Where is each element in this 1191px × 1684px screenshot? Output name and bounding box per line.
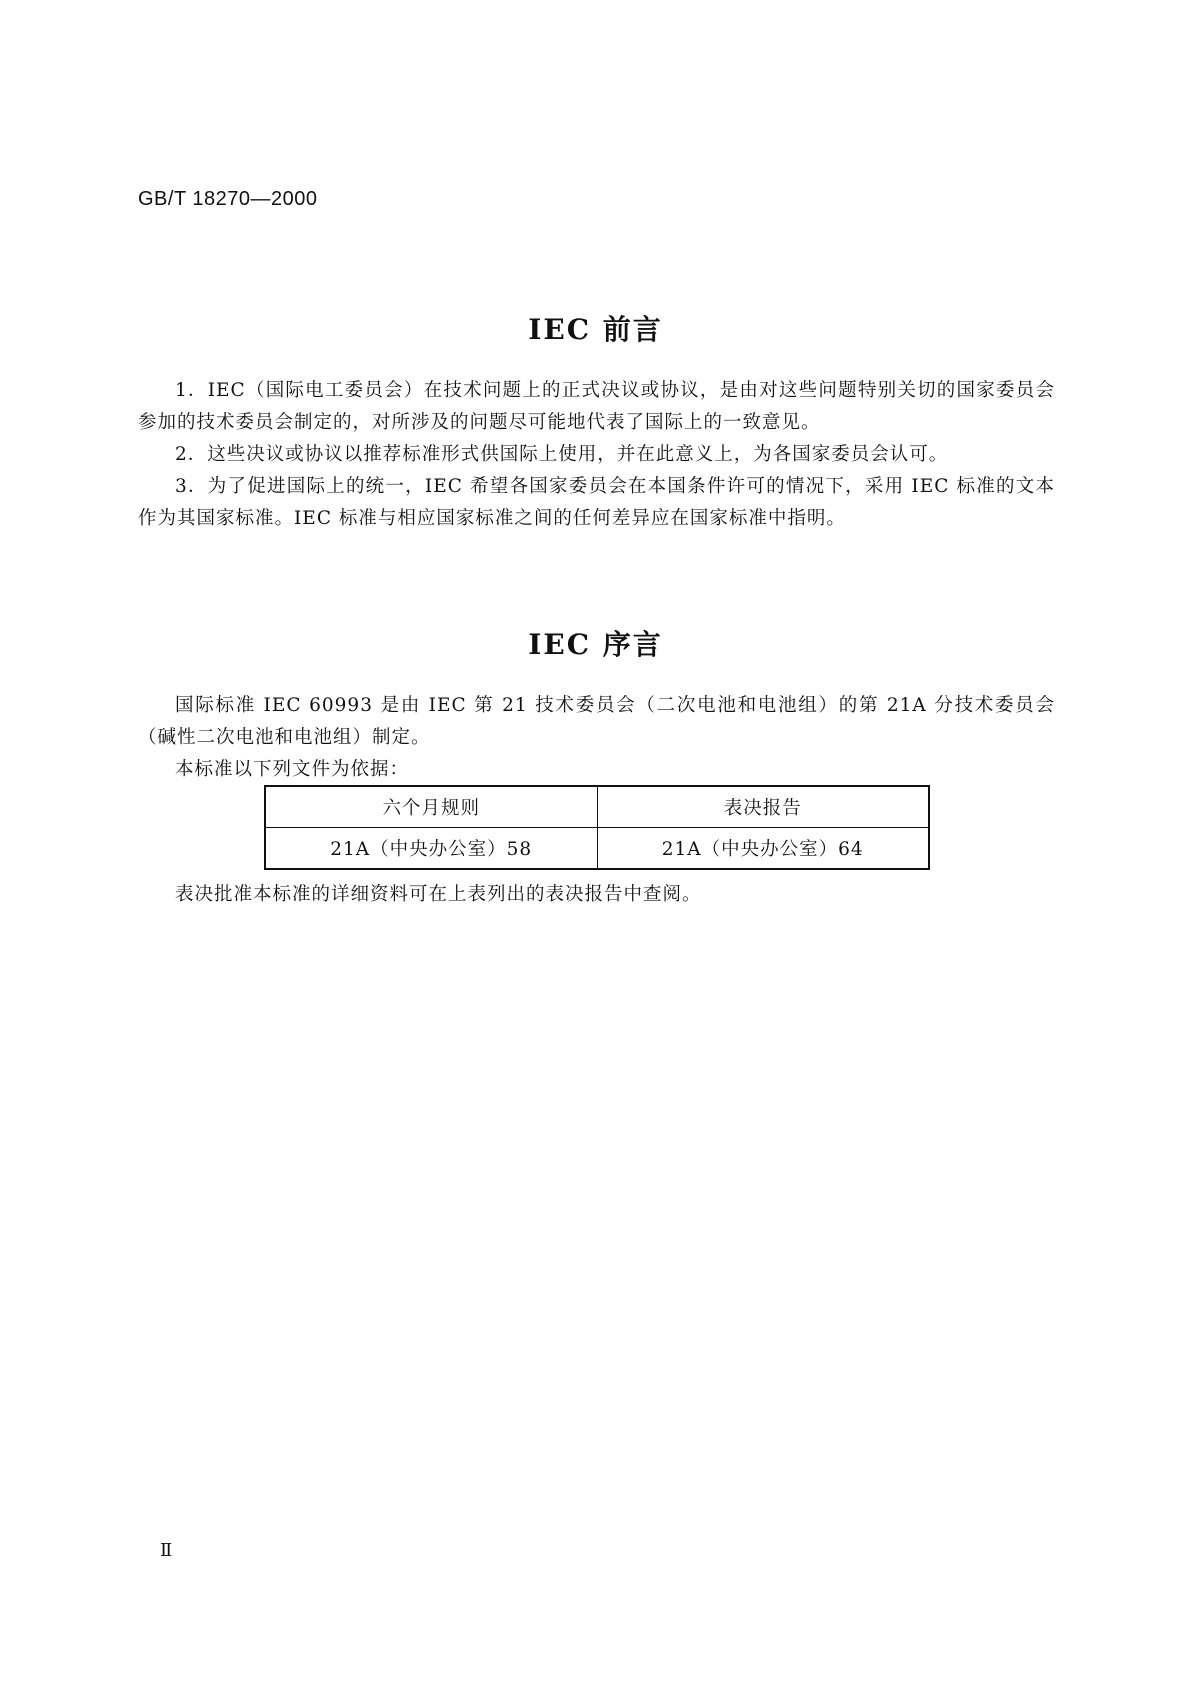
foreword-paragraph-2: 2．这些决议或协议以推荐标准形式供国际上使用，并在此意义上，为各国家委员会认可。 <box>175 444 949 465</box>
foreword-paragraph-1: 1．IEC（国际电工委员会）在技术问题上的正式决议或协议，是由对这些问题特别关切的国家委员会参加的技术委员会制定的，对所涉及的问题尽可能地代表了国际上的一致意见。 <box>138 380 1055 433</box>
table-header-row <box>265 786 929 828</box>
table-header-cell: 表决报告 <box>597 786 929 828</box>
table-header-cell: 六个月规则 <box>265 786 597 828</box>
page-number: Ⅱ <box>160 1540 173 1561</box>
foreword-title: IEC 前言 <box>528 313 663 346</box>
basis-documents-table <box>264 785 930 870</box>
introduction-paragraph-2: 本标准以下列文件为依据： <box>175 759 410 780</box>
foreword-body <box>138 375 1055 535</box>
introduction-title: IEC 序言 <box>528 628 663 661</box>
table-cell: 21A（中央办公室）58 <box>265 828 597 870</box>
table-cell: 21A（中央办公室）64 <box>597 828 929 870</box>
introduction-paragraph-1: 国际标准 IEC 60993 是由 IEC 第 21 技术委员会（二次电池和电池组）的第 21A 分技术委员会（碱性二次电池和电池组）制定。 <box>138 695 1055 748</box>
table-row <box>265 828 929 870</box>
standard-code: GB/T 18270—2000 <box>138 188 318 210</box>
foreword-paragraph-3: 3．为了促进国际上的统一，IEC 希望各国家委员会在本国条件许可的情况下，采用 IEC 标准的文本作为其国家标准。IEC 标准与相应国家标准之间的任何差异应在国家标准中指明。 <box>138 476 1055 529</box>
closing-paragraph: 表决批准本标准的详细资料可在上表列出的表决报告中查阅。 <box>175 884 702 905</box>
introduction-body <box>138 690 1055 786</box>
